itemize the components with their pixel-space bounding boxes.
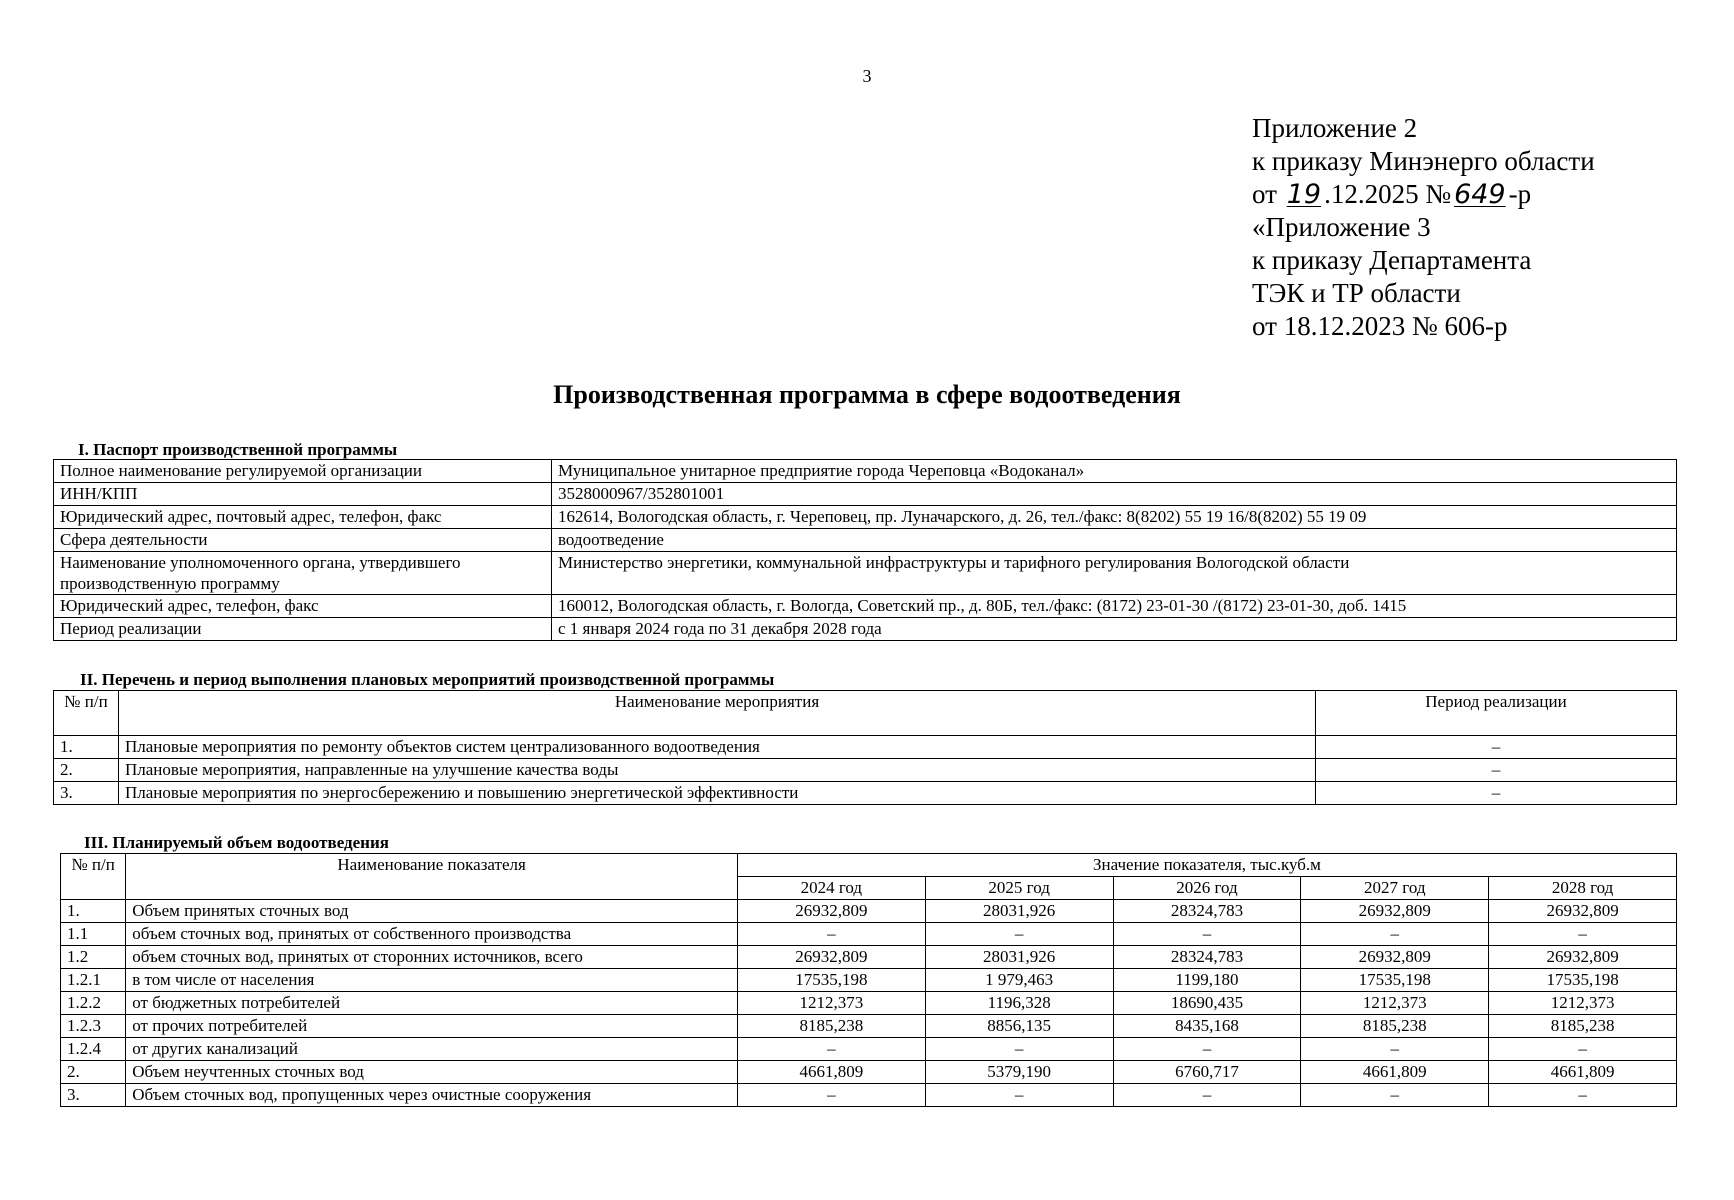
passport-table bbox=[53, 459, 1677, 641]
activities-header-row bbox=[54, 691, 1677, 736]
volume-value: 28031,926 bbox=[925, 900, 1113, 923]
volume-value: 17535,198 bbox=[737, 969, 925, 992]
volume-value: – bbox=[1489, 923, 1677, 946]
passport-label: Период реализации bbox=[54, 618, 552, 641]
volume-header-row-1 bbox=[61, 854, 1677, 877]
header-year: 2024 год bbox=[737, 877, 925, 900]
volume-table bbox=[60, 853, 1677, 1107]
volume-value: – bbox=[1489, 1038, 1677, 1061]
volume-value: 1199,180 bbox=[1113, 969, 1301, 992]
appendix-block bbox=[1252, 112, 1595, 343]
section-2-title: II. Перечень и период выполнения плановых мероприятий производственной программы bbox=[80, 670, 775, 689]
volume-value: 26932,809 bbox=[1489, 900, 1677, 923]
volume-value: – bbox=[1113, 1084, 1301, 1107]
volume-value: 1212,373 bbox=[1301, 992, 1489, 1015]
volume-row bbox=[61, 1084, 1677, 1107]
volume-value: 4661,809 bbox=[737, 1061, 925, 1084]
passport-row bbox=[54, 483, 1677, 506]
passport-row bbox=[54, 506, 1677, 529]
page-number: 3 bbox=[862, 66, 872, 86]
appendix-order-suffix: -р bbox=[1508, 179, 1532, 209]
passport-row bbox=[54, 618, 1677, 641]
volume-row bbox=[61, 946, 1677, 969]
passport-row bbox=[54, 460, 1677, 483]
passport-label: Юридический адрес, почтовый адрес, телефон, факс bbox=[54, 506, 552, 529]
volume-value: – bbox=[737, 1038, 925, 1061]
volume-value: 17535,198 bbox=[1301, 969, 1489, 992]
volume-value: – bbox=[925, 923, 1113, 946]
volume-indicator-name: Объем сточных вод, пропущенных через очистные сооружения bbox=[126, 1084, 738, 1107]
appendix-line-4: «Приложение 3 bbox=[1252, 212, 1431, 242]
passport-label: Полное наименование регулируемой организации bbox=[54, 460, 552, 483]
volume-value: 28031,926 bbox=[925, 946, 1113, 969]
activity-num: 1. bbox=[54, 736, 119, 759]
volume-value: 1 979,463 bbox=[925, 969, 1113, 992]
header-activity-name: Наименование мероприятия bbox=[119, 691, 1316, 736]
volume-value: 18690,435 bbox=[1113, 992, 1301, 1015]
passport-value: водоотведение bbox=[552, 529, 1677, 552]
passport-value: Муниципальное унитарное предприятие города Череповца «Водоканал» bbox=[552, 460, 1677, 483]
volume-value: – bbox=[1489, 1084, 1677, 1107]
volume-value: 1212,373 bbox=[737, 992, 925, 1015]
passport-row bbox=[54, 552, 1677, 595]
passport-label: ИНН/КПП bbox=[54, 483, 552, 506]
appendix-line-2: к приказу Минэнерго области bbox=[1252, 146, 1595, 176]
volume-row bbox=[61, 1038, 1677, 1061]
volume-row bbox=[61, 923, 1677, 946]
activity-num: 3. bbox=[54, 782, 119, 805]
volume-num: 1.2.2 bbox=[61, 992, 126, 1015]
volume-value: 1212,373 bbox=[1489, 992, 1677, 1015]
appendix-line-7: от 18.12.2023 № 606-р bbox=[1252, 311, 1508, 341]
volume-row bbox=[61, 969, 1677, 992]
volume-value: 6760,717 bbox=[1113, 1061, 1301, 1084]
volume-value: – bbox=[925, 1084, 1113, 1107]
header-year: 2025 год bbox=[925, 877, 1113, 900]
document-title: Производственная программа в сфере водоотведения bbox=[553, 380, 1181, 409]
volume-row bbox=[61, 900, 1677, 923]
activities-table bbox=[53, 690, 1677, 805]
activity-name: Плановые мероприятия, направленные на улучшение качества воды bbox=[119, 759, 1316, 782]
volume-value: – bbox=[1301, 923, 1489, 946]
appendix-line-5: к приказу Департамента bbox=[1252, 245, 1532, 275]
activity-row bbox=[54, 736, 1677, 759]
passport-value: 3528000967/352801001 bbox=[552, 483, 1677, 506]
volume-indicator-name: объем сточных вод, принятых от собственного производства bbox=[126, 923, 738, 946]
passport-row bbox=[54, 595, 1677, 618]
header-year: 2027 год bbox=[1301, 877, 1489, 900]
volume-value: 1196,328 bbox=[925, 992, 1113, 1015]
volume-indicator-name: объем сточных вод, принятых от сторонних источников, всего bbox=[126, 946, 738, 969]
volume-value: – bbox=[737, 1084, 925, 1107]
volume-value: – bbox=[1113, 923, 1301, 946]
volume-indicator-name: Объем неучтенных сточных вод bbox=[126, 1061, 738, 1084]
volume-indicator-name: от других канализаций bbox=[126, 1038, 738, 1061]
passport-value: 160012, Вологодская область, г. Вологда, Советский пр., д. 80Б, тел./факс: (8172) 23-01-30 /(8172) 23-01-30, доб. 1415 bbox=[552, 595, 1677, 618]
header-period: Период реализации bbox=[1316, 691, 1677, 736]
volume-value: 4661,809 bbox=[1301, 1061, 1489, 1084]
volume-row bbox=[61, 1061, 1677, 1084]
activity-row bbox=[54, 759, 1677, 782]
volume-value: 8435,168 bbox=[1113, 1015, 1301, 1038]
volume-value: 8856,135 bbox=[925, 1015, 1113, 1038]
header-value-group: Значение показателя, тыс.куб.м bbox=[737, 854, 1676, 877]
volume-num: 1.2.3 bbox=[61, 1015, 126, 1038]
activity-name: Плановые мероприятия по энергосбережению и повышению энергетической эффективности bbox=[119, 782, 1316, 805]
header-num: № п/п bbox=[54, 691, 119, 736]
passport-value: Министерство энергетики, коммунальной инфраструктуры и тарифного регулирования Вологодской области bbox=[552, 552, 1677, 595]
volume-value: 26932,809 bbox=[1301, 900, 1489, 923]
volume-num: 1.2.1 bbox=[61, 969, 126, 992]
appendix-date-mid: .12.2025 № bbox=[1324, 179, 1452, 209]
volume-value: 8185,238 bbox=[737, 1015, 925, 1038]
volume-value: 28324,783 bbox=[1113, 900, 1301, 923]
activity-name: Плановые мероприятия по ремонту объектов систем централизованного водоотведения bbox=[119, 736, 1316, 759]
volume-value: 26932,809 bbox=[737, 900, 925, 923]
volume-num: 1.1 bbox=[61, 923, 126, 946]
passport-label: Наименование уполномоченного органа, утвердившего производственную программу bbox=[54, 552, 552, 595]
appendix-line-3 bbox=[1252, 178, 1595, 211]
passport-label: Юридический адрес, телефон, факс bbox=[54, 595, 552, 618]
volume-value: 8185,238 bbox=[1489, 1015, 1677, 1038]
header-indicator-name: Наименование показателя bbox=[126, 854, 738, 900]
handwritten-order-number: 649 bbox=[1454, 179, 1506, 210]
volume-value: 26932,809 bbox=[1489, 946, 1677, 969]
passport-value: с 1 января 2024 года по 31 декабря 2028 года bbox=[552, 618, 1677, 641]
volume-value: – bbox=[737, 923, 925, 946]
volume-value: – bbox=[1301, 1038, 1489, 1061]
volume-num: 1. bbox=[61, 900, 126, 923]
volume-num: 2. bbox=[61, 1061, 126, 1084]
header-year: 2026 год bbox=[1113, 877, 1301, 900]
passport-label: Сфера деятельности bbox=[54, 529, 552, 552]
volume-value: 4661,809 bbox=[1489, 1061, 1677, 1084]
volume-value: 5379,190 bbox=[925, 1061, 1113, 1084]
volume-value: 8185,238 bbox=[1301, 1015, 1489, 1038]
activity-period: – bbox=[1316, 782, 1677, 805]
section-3-title: III. Планируемый объем водоотведения bbox=[84, 833, 389, 852]
appendix-line-1: Приложение 2 bbox=[1252, 113, 1418, 143]
volume-value: – bbox=[1113, 1038, 1301, 1061]
volume-row bbox=[61, 992, 1677, 1015]
handwritten-day: 19 bbox=[1286, 179, 1322, 210]
volume-indicator-name: в том числе от населения bbox=[126, 969, 738, 992]
header-num: № п/п bbox=[61, 854, 126, 900]
volume-value: 17535,198 bbox=[1489, 969, 1677, 992]
volume-num: 1.2.4 bbox=[61, 1038, 126, 1061]
volume-value: 26932,809 bbox=[737, 946, 925, 969]
volume-value: – bbox=[1301, 1084, 1489, 1107]
activity-period: – bbox=[1316, 759, 1677, 782]
volume-value: 28324,783 bbox=[1113, 946, 1301, 969]
volume-value: – bbox=[925, 1038, 1113, 1061]
volume-indicator-name: от бюджетных потребителей bbox=[126, 992, 738, 1015]
volume-indicator-name: Объем принятых сточных вод bbox=[126, 900, 738, 923]
section-1-title: I. Паспорт производственной программы bbox=[78, 440, 398, 459]
activity-row bbox=[54, 782, 1677, 805]
activity-period: – bbox=[1316, 736, 1677, 759]
appendix-date-prefix: от bbox=[1252, 179, 1277, 209]
volume-num: 1.2 bbox=[61, 946, 126, 969]
volume-num: 3. bbox=[61, 1084, 126, 1107]
activity-num: 2. bbox=[54, 759, 119, 782]
passport-value: 162614, Вологодская область, г. Череповец, пр. Луначарского, д. 26, тел./факс: 8(8202) 55 19 16/8(8202) 55 19 09 bbox=[552, 506, 1677, 529]
volume-row bbox=[61, 1015, 1677, 1038]
header-year: 2028 год bbox=[1489, 877, 1677, 900]
appendix-line-6: ТЭК и ТР области bbox=[1252, 278, 1461, 308]
passport-row bbox=[54, 529, 1677, 552]
volume-indicator-name: от прочих потребителей bbox=[126, 1015, 738, 1038]
volume-value: 26932,809 bbox=[1301, 946, 1489, 969]
